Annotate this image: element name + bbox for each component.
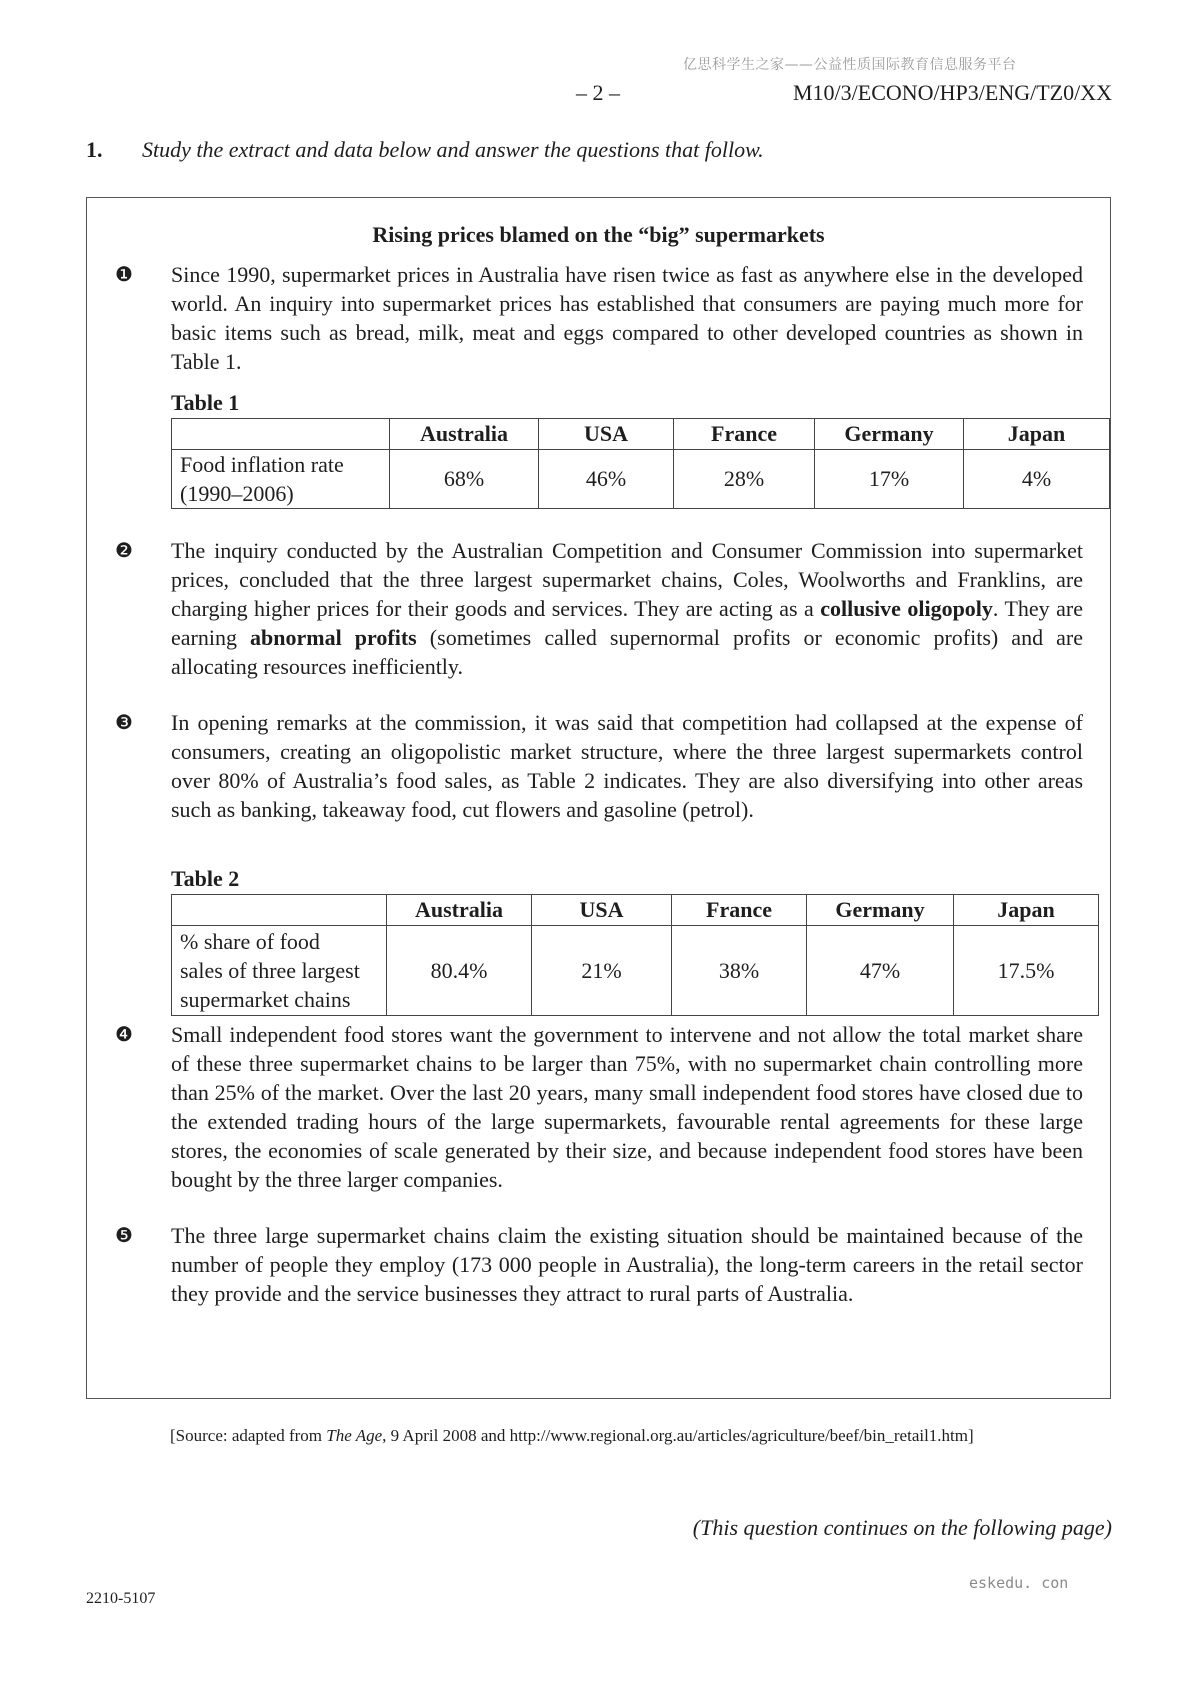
source-suffix: , 9 April 2008 and http://www.regional.org.au/articles/agriculture/beef/bin_retail1.htm] bbox=[382, 1426, 974, 1445]
table-2 bbox=[171, 894, 1099, 1016]
table-2-value-australia: 80.4% bbox=[387, 926, 532, 1016]
table-2-data-row bbox=[172, 926, 1099, 1016]
paragraph-1 bbox=[115, 260, 1083, 376]
table-2-row-label-line3: supermarket chains bbox=[180, 987, 351, 1012]
table-2-value-germany: 47% bbox=[807, 926, 954, 1016]
source-citation bbox=[170, 1426, 974, 1446]
table-1-value-japan: 4% bbox=[964, 450, 1110, 509]
table-1-value-usa: 46% bbox=[539, 450, 674, 509]
paragraph-4-number: ❹ bbox=[115, 1022, 133, 1046]
table-1-value-france: 28% bbox=[674, 450, 815, 509]
table-1-col-germany: Germany bbox=[815, 419, 964, 450]
table-2-header-row bbox=[172, 895, 1099, 926]
table-2-value-france: 38% bbox=[672, 926, 807, 1016]
document-code: 2210-5107 bbox=[86, 1590, 156, 1607]
paragraph-1-number: ❶ bbox=[115, 262, 133, 286]
table-1-corner bbox=[172, 419, 390, 450]
source-prefix: [Source: adapted from bbox=[170, 1426, 327, 1445]
table-2-col-australia: Australia bbox=[387, 895, 532, 926]
paragraph-3-text: In opening remarks at the commission, it was said that competition had collapsed at the expense of consumers, creating an oligopolistic market structure, where the three largest supermarkets control over 80% of Australia’s food sales, as Table 2 indicates. They are also diversifying into other areas such as banking, takeaway food, cut flowers and gasoline (petrol). bbox=[171, 710, 1083, 822]
paragraph-4-text: Small independent food stores want the government to intervene and not allow the total market share of these three supermarket chains to be larger than 75%, with no supermarket chain controlling more than 25% of the market. Over the last 20 years, many small independent food stores have closed due to the extended trading hours of the large supermarkets, favourable rental agreements for these large stores, the economies of scale generated by their size, and because independent food stores have been bought by the three larger companies. bbox=[171, 1022, 1083, 1192]
table-1-data-row bbox=[172, 450, 1110, 509]
table-1-header-row bbox=[172, 419, 1110, 450]
table-1-col-france: France bbox=[674, 419, 815, 450]
paragraph-2-number: ❷ bbox=[115, 538, 133, 562]
table-1-col-usa: USA bbox=[539, 419, 674, 450]
term-collusive-oligopoly: collusive oligopoly bbox=[820, 596, 993, 621]
source-publication: The Age bbox=[326, 1426, 383, 1445]
table-1-row-label bbox=[172, 450, 390, 509]
paragraph-3-number: ❸ bbox=[115, 710, 133, 734]
table-1-col-australia: Australia bbox=[390, 419, 539, 450]
table-2-row-label bbox=[172, 926, 387, 1016]
paragraph-5 bbox=[115, 1221, 1083, 1308]
table-1 bbox=[171, 418, 1110, 509]
table-1-row-label-line1: Food inflation rate bbox=[180, 452, 344, 477]
paragraph-2 bbox=[115, 536, 1083, 681]
table-1-row-label-line2: (1990–2006) bbox=[180, 481, 294, 506]
paragraph-2-text-a: The inquiry conducted by the Australian Competition and Consumer Commission into supermarket prices, concluded that the three largest supermarket chains, Coles, Woolworths and Franklins, are charging higher prices for their goods and services. They are acting as a bbox=[171, 538, 1083, 621]
question-line bbox=[86, 137, 764, 163]
table-2-col-france: France bbox=[672, 895, 807, 926]
table-2-value-japan: 17.5% bbox=[954, 926, 1099, 1016]
paragraph-5-text: The three large supermarket chains claim the existing situation should be maintained because of the number of people they employ (173 000 people in Australia), the long-term careers in the retail sector they provide and the service businesses they attract to rural parts of Australia. bbox=[171, 1223, 1083, 1306]
table-2-row-label-line2: sales of three largest bbox=[180, 958, 360, 983]
paragraph-2-text-c: (sometimes called supernormal profits or economic profits) and are allocating resources inefficiently. bbox=[171, 625, 1083, 679]
paragraph-1-text: Since 1990, supermarket prices in Australia have risen twice as fast as anywhere else in the developed world. An inquiry into supermarket prices has established that consumers are paying much more for basic items such as bread, milk, meat and eggs compared to other developed countries as shown in Table 1. bbox=[171, 262, 1083, 374]
table-1-label: Table 1 bbox=[171, 390, 240, 415]
table-1-value-australia: 68% bbox=[390, 450, 539, 509]
paper-code: M10/3/ECONO/HP3/ENG/TZ0/XX bbox=[793, 80, 1112, 105]
extract-box bbox=[86, 197, 1111, 1399]
table-2-value-usa: 21% bbox=[532, 926, 672, 1016]
continues-note: (This question continues on the following page) bbox=[692, 1515, 1112, 1540]
header-watermark: 亿思科学生之家——公益性质国际教育信息服务平台 bbox=[683, 57, 1017, 73]
extract-title: Rising prices blamed on the “big” supermarkets bbox=[372, 222, 825, 247]
footer-watermark: eskedu. con bbox=[969, 1574, 1069, 1592]
table-2-col-japan: Japan bbox=[954, 895, 1099, 926]
table-2-col-germany: Germany bbox=[807, 895, 954, 926]
term-abnormal-profits: abnormal profits bbox=[250, 625, 417, 650]
paragraph-5-number: ❺ bbox=[115, 1223, 133, 1247]
table-2-corner bbox=[172, 895, 387, 926]
question-instruction: Study the extract and data below and answer the questions that follow. bbox=[142, 137, 764, 162]
table-2-col-usa: USA bbox=[532, 895, 672, 926]
page-number: – 2 – bbox=[576, 80, 620, 105]
table-1-col-japan: Japan bbox=[964, 419, 1110, 450]
paragraph-4 bbox=[115, 1020, 1083, 1194]
question-number: 1. bbox=[86, 137, 103, 162]
table-2-label: Table 2 bbox=[171, 866, 240, 891]
table-2-row-label-line1: % share of food bbox=[180, 929, 320, 954]
table-1-value-germany: 17% bbox=[815, 450, 964, 509]
paragraph-3 bbox=[115, 708, 1083, 824]
paragraph-2-text-b: . They are earning bbox=[171, 596, 1083, 650]
